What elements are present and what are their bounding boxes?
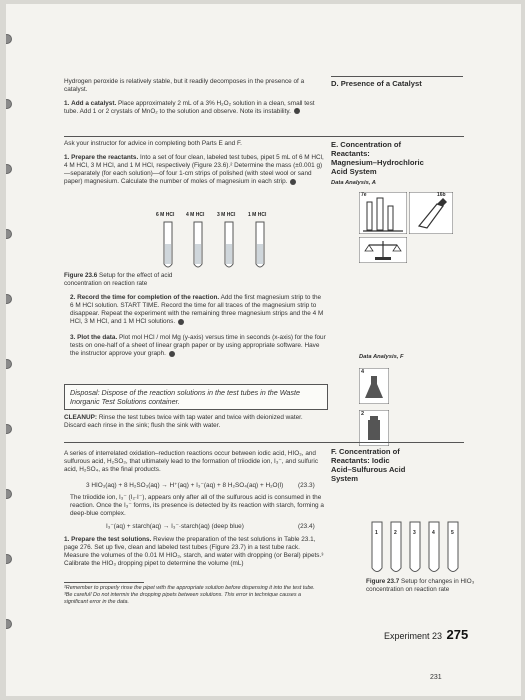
cleanup-title: CLEANUP: (64, 414, 98, 421)
figure-23-6-caption (64, 272, 184, 287)
graduated-cylinder-icon (359, 192, 407, 234)
figure-23-7-illustration (366, 518, 466, 578)
icon-code-label: 16b (437, 192, 446, 198)
icon-number: 4 (361, 369, 365, 375)
section-e-heading (331, 140, 481, 176)
section-e-heading-line: Acid System (331, 167, 377, 176)
step-number: 1. (64, 536, 70, 543)
footnote-2: ²Remember to properly rinse the pipet with the appropriate solution before dispensing it into the test tube. (64, 585, 315, 591)
section-e-step1 (64, 154, 326, 186)
tube-number: 1 (375, 530, 378, 536)
tube-label: 3 M HCl (217, 212, 236, 218)
flask-icon (359, 368, 389, 404)
section-e-heading-line: E. Concentration of (331, 140, 402, 149)
step-number: 3. (70, 334, 76, 341)
section-f-heading (331, 447, 481, 483)
bottom-page-number: 231 (430, 674, 442, 681)
step-text: Plot mol HCl / mol Mg (y-axis) versus time in seconds (x-axis) for the four tests on one-half of a sheet of linear graph paper or by using appropriate software. Have the instructor approve your graph. (70, 334, 326, 358)
section-rule (64, 442, 464, 443)
section-e-heading-line: Reactants: (331, 149, 370, 158)
step-number: 1. (64, 100, 70, 107)
section-f-step1 (64, 536, 326, 568)
binder-ring (6, 34, 12, 44)
section-f-para2: The triiodide ion, I₃⁻ (I₂·I⁻), appears only after all of the sulfurous acid is consumed in the reaction. Once the I₃⁻ forms, its presence is detected by its reaction with starch, forming a deep-blue complex. (70, 494, 324, 518)
tube-label: 4 M HCl (186, 212, 205, 218)
page-footer (384, 626, 468, 644)
section-f-heading-line: F. Concentration of (331, 447, 400, 456)
tube-number: 4 (432, 530, 435, 536)
binder-ring (6, 554, 12, 564)
step-number: 1. (64, 154, 70, 161)
dropper-icon (409, 192, 453, 234)
icon-number: 2 (361, 411, 365, 417)
cleanup-text: Rinse the test tubes twice with tap water and twice with deionized water. Discard each rinse in the sink; flush the sink with water. (64, 414, 303, 430)
safety-bullet-icon (290, 179, 296, 185)
binder-ring (6, 489, 12, 499)
binder-ring (6, 619, 12, 629)
safety-bullet-icon (169, 351, 175, 357)
safety-bullet-icon (294, 108, 300, 114)
section-rule (331, 76, 463, 77)
page-number: 275 (446, 627, 469, 642)
binder-ring (6, 359, 12, 369)
balance-icon (359, 237, 407, 263)
step-title: Plot the data. (77, 334, 118, 341)
step-title: Prepare the test solutions. (71, 536, 152, 543)
tube-label: 1 M HCl (248, 212, 267, 218)
binder-ring (6, 99, 12, 109)
footnote-3: ³Be careful! Do not intermix the dropping pipets between solutions. This error in technique causes a significant error in the data. (64, 592, 302, 605)
figure-label: Figure 23.7 (366, 578, 400, 585)
section-e-step2 (70, 294, 326, 326)
equation-number: (23.4) (298, 523, 315, 530)
figure-caption-text: Setup for the effect of acid concentration on reaction rate (64, 272, 173, 287)
step-title: Record the time for completion of the reaction. (77, 294, 220, 301)
safety-bullet-icon (178, 319, 184, 325)
icon-code-label: 7e (361, 192, 367, 198)
equation-23-3 (86, 482, 316, 490)
section-f-heading-line: System (331, 474, 359, 483)
cleanup-paragraph (64, 414, 326, 430)
binder-ring (6, 294, 12, 304)
section-d-heading: D. Presence of a Catalyst (331, 79, 422, 88)
disposal-notice: Disposal: Dispose of the reaction solutions in the test tubes in the Waste Inorganic Test Solutions container. (64, 384, 328, 410)
binder-ring (6, 229, 12, 239)
step-number: 2. (70, 294, 76, 301)
tube-number: 2 (394, 530, 397, 536)
section-f-heading-line: Reactants: Iodic (331, 456, 390, 465)
data-analysis-label: Data Analysis, A (331, 180, 376, 186)
figure-caption-text: Setup for changes in HIO₃ concentration on reaction rate (366, 578, 475, 593)
section-d-step1 (64, 100, 326, 116)
tube-label: 6 M HCl (156, 212, 175, 218)
binder-ring (6, 424, 12, 434)
textbook-page (6, 4, 521, 696)
equation-text: I₃⁻(aq) + starch(aq) → I₃⁻·starch(aq) (deep blue) (106, 523, 244, 530)
step-text: Review the preparation of the test solutions in Table 23.1, page 276. Set up five, clean and labeled test tubes (Figure 23.7) in a test tube rack. Measure the volumes of the 0.01 M HIO₃, starch, and water with dropping (or Beral) pipets.³ Calibrate the HIO₃ dropping pipet to determine the volume (mL) (64, 536, 324, 568)
data-analysis-label: Data Analysis, F (359, 354, 404, 360)
section-e-ask: Ask your instructor for advice in completing both Parts E and F. (64, 140, 242, 147)
figure-23-6-illustration (156, 212, 306, 274)
section-d-intro: Hydrogen peroxide is relatively stable, but it readily decomposes in the presence of a catalyst. (64, 78, 305, 94)
section-e-heading-line: Magnesium–Hydrochloric (331, 158, 424, 167)
binder-ring (6, 164, 12, 174)
equation-number: (23.3) (298, 482, 315, 489)
figure-label: Figure 23.6 (64, 272, 98, 279)
step-text: Into a set of four clean, labeled test tubes, pipet 5 mL of 6 M HCl, 4 M HCl, 3 M HCl, and 1 M HCl, respectively (Figure 23.6).² Determine the mass (±0.001 g)—separately (for each solution)—of four 1-cm strips of polished (with steel wool or sand paper) magnesium. Calculate the number of moles of magnesium in each strip. (64, 154, 324, 186)
step-title: Prepare the reactants. (71, 154, 139, 161)
section-f-heading-line: Acid–Sulfurous Acid (331, 465, 406, 474)
step-title: Add a catalyst. (71, 100, 117, 107)
equation-text: 3 HIO₃(aq) + 8 H₂SO₃(aq) → H⁺(aq) + I₃⁻(aq) + 8 H₂SO₄(aq) + H₂O(l) (86, 482, 284, 489)
tube-number: 3 (413, 530, 416, 536)
waste-container-icon (359, 410, 389, 446)
footnote-rule (64, 582, 144, 583)
tube-number: 5 (451, 530, 454, 536)
step-text: Add the first magnesium strip to the 6 M HCl solution. START TIME. Record the time for all traces of the magnesium strip to disappear. Repeat the experiment with the remaining three magnesium strips and the 4 M HCl, 3 M HCl, and 1 M HCl solutions. (70, 294, 324, 326)
experiment-label: Experiment 23 (384, 631, 443, 641)
equation-23-4 (106, 523, 306, 531)
section-e-step3 (70, 334, 326, 358)
section-rule (64, 136, 464, 137)
section-f-intro: A series of interrelated oxidation–reduction reactions occur between iodic acid, HIO₃, and sulfurous acid, H₂SO₃, that ultimately lead to the formation of triiodide ion, I₃⁻, and sulfuric acid, H₂SO₄, as the final products. (64, 450, 319, 474)
step-text: Place approximately 2 mL of a 3% H₂O₂ solution in a clean, small test tube. Add 1 or 2 crystals of MnO₂ to the solution and observe. Note its instability. (64, 100, 315, 116)
figure-23-7-caption (366, 578, 476, 593)
